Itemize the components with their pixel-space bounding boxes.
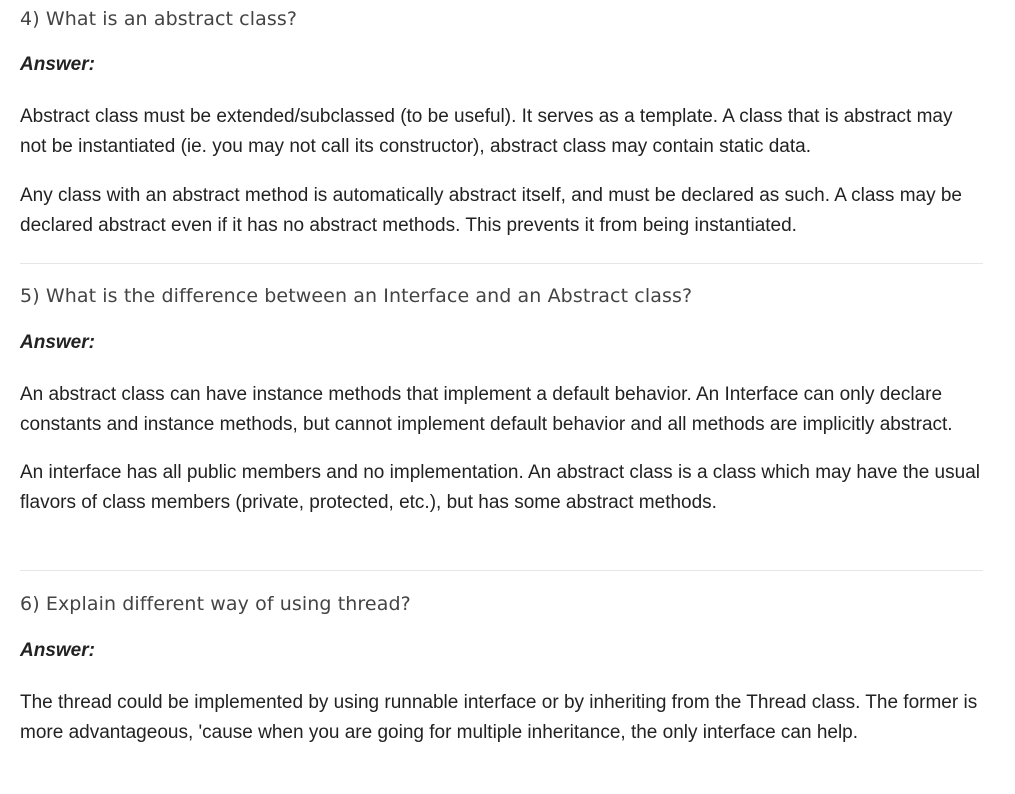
- qa-item-6: [20, 571, 983, 748]
- answer-paragraph: An abstract class can have instance methods that implement a default behavior. An Interface can only declare constants and instance methods, but cannot implement default behavior and all methods are implicitly abstract.: [20, 384, 953, 435]
- question-heading: 6) Explain different way of using thread?: [20, 593, 411, 615]
- answer-paragraph: The thread could be implemented by using runnable interface or by inheriting from the Thread class. The former is more advantageous, 'cause when you are going for multiple inheritance, the only interface can help.: [20, 692, 978, 743]
- answer-label: Answer:: [20, 54, 95, 75]
- qa-item-5: [20, 264, 983, 571]
- question-heading: 5) What is the difference between an Interface and an Abstract class?: [20, 285, 693, 307]
- qa-content: [20, 0, 983, 748]
- answer-label: Answer:: [20, 332, 95, 353]
- question-heading: 4) What is an abstract class?: [20, 8, 298, 30]
- qa-item-4: [20, 0, 983, 264]
- answer-label: Answer:: [20, 640, 95, 661]
- answer-paragraph: Abstract class must be extended/subclassed (to be useful). It serves as a template. A class that is abstract may not be instantiated (ie. you may not call its constructor), abstract class may contain static data.: [20, 106, 953, 157]
- answer-paragraph: An interface has all public members and no implementation. An abstract class is a class which may have the usual flavors of class members (private, protected, etc.), but has some abstract methods.: [20, 462, 980, 513]
- answer-paragraph: Any class with an abstract method is automatically abstract itself, and must be declared as such. A class may be declared abstract even if it has no abstract methods. This prevents it from being instantiated.: [20, 185, 963, 236]
